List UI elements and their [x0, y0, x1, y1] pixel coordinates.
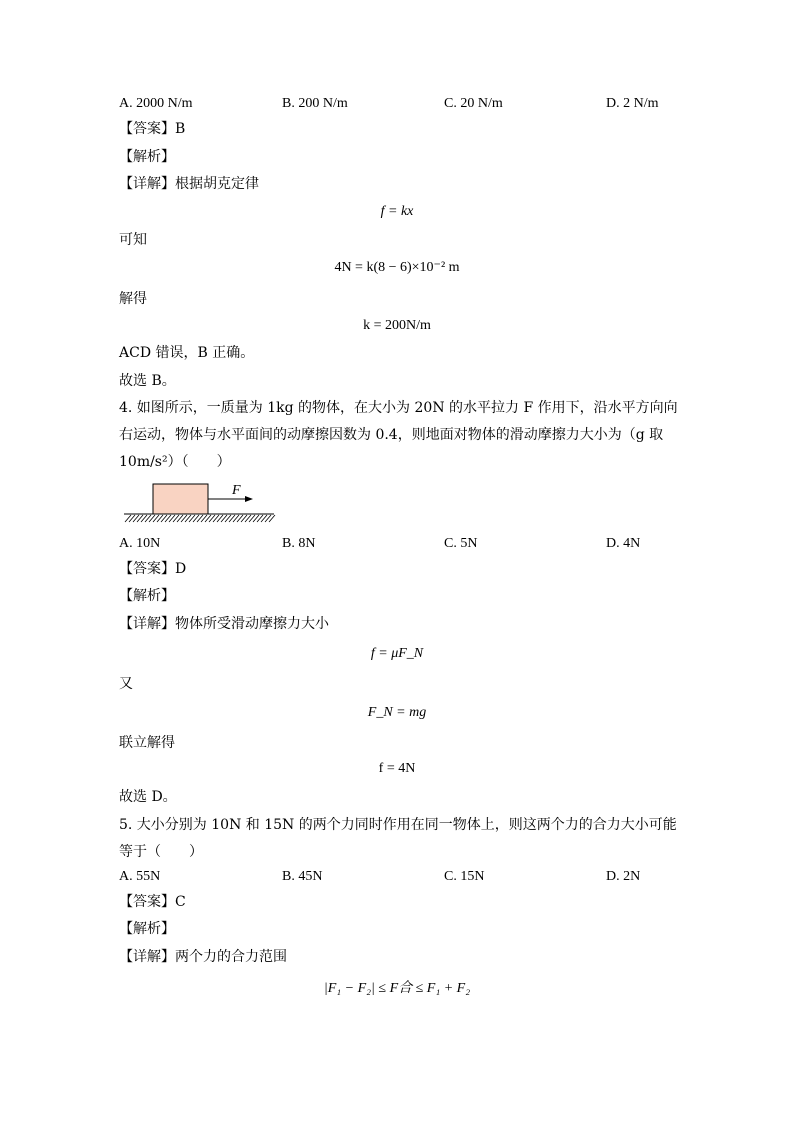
q3-answer: 【答案】B: [119, 121, 186, 137]
q5-detail: 【详解】两个力的合力范围: [119, 949, 287, 965]
q3-text-kezhi: 可知: [119, 232, 147, 248]
q4-equation-normal: [0, 703, 794, 723]
q4-text-you: 又: [119, 676, 133, 692]
q4-text-lianli: 联立解得: [119, 735, 175, 751]
q4-option-a: A. 10N: [119, 536, 161, 551]
q3-eq3-text: k = 200N/m: [363, 318, 431, 333]
q5-option-b: B. 45N: [282, 869, 323, 884]
q4-question-line-1: 4. 如图所示，一质量为 1kg 的物体，在大小为 20N 的水平拉力 F 作用下，沿水平方向向: [119, 400, 678, 416]
q3-option-d: D. 2 N/m: [606, 96, 659, 111]
q3-option-a: A. 2000 N/m: [119, 96, 193, 111]
q4-option-c: C. 5N: [444, 536, 478, 551]
q3-equation-result: [0, 316, 794, 336]
block-rect: [153, 484, 208, 514]
q4-analysis: 【解析】: [119, 588, 175, 604]
q5-answer: 【答案】C: [119, 894, 186, 910]
force-label: F: [232, 483, 241, 498]
q4-answer: 【答案】D: [119, 561, 187, 577]
q4-eq1-text: f = μF_N: [370, 646, 424, 661]
q4-equation-friction: [0, 644, 794, 664]
force-arrow-head: [245, 496, 253, 502]
q3-eq2-text: 4N = k(8 − 6)×10⁻² m: [334, 260, 460, 275]
q5-eq1-text: |F₁ − F₂| ≤ F合 ≤ F₁ + F₂: [323, 981, 471, 996]
q5-option-c: C. 15N: [444, 869, 485, 884]
q5-question-line-1: 5. 大小分别为 10N 和 15N 的两个力同时作用在同一物体上，则这两个力的合力大小可能: [119, 817, 677, 833]
q5-question-line-2: 等于（ ）: [119, 844, 203, 860]
q5-equation-range: [0, 979, 794, 999]
q3-text-jiede: 解得: [119, 291, 147, 307]
q4-eq3-text: f = 4N: [378, 761, 416, 776]
q5-option-a: A. 55N: [119, 869, 161, 884]
q3-equation-substitute: [0, 258, 794, 278]
q3-option-b: B. 200 N/m: [282, 96, 348, 111]
q3-equation-hooke: [0, 202, 794, 222]
q4-equation-result: [0, 759, 794, 779]
q3-conclusion-1: ACD 错误，B 正确。: [119, 345, 255, 361]
q4-detail: 【详解】物体所受滑动摩擦力大小: [119, 616, 329, 632]
q4-eq2-text: F_N = mg: [367, 705, 427, 720]
ground-hatching: [125, 515, 275, 522]
q4-conclusion: 故选 D。: [119, 789, 177, 805]
q5-analysis: 【解析】: [119, 921, 175, 937]
q3-detail: 【详解】根据胡克定律: [119, 176, 259, 192]
q4-option-d: D. 4N: [606, 536, 641, 551]
q3-analysis: 【解析】: [119, 149, 175, 165]
q4-question-line-2: 右运动，物体与水平面间的动摩擦因数为 0.4，则地面对物体的滑动摩擦力大小为（g 取: [119, 427, 664, 443]
q4-question-line-3: 10m/s²）（ ）: [119, 454, 231, 470]
q4-option-b: B. 8N: [282, 536, 316, 551]
q3-option-c: C. 20 N/m: [444, 96, 503, 111]
q5-option-d: D. 2N: [606, 869, 641, 884]
q3-eq1-text: f = kx: [380, 204, 414, 219]
q3-conclusion-2: 故选 B。: [119, 373, 176, 389]
q4-figure-block-on-ground: [119, 478, 279, 526]
